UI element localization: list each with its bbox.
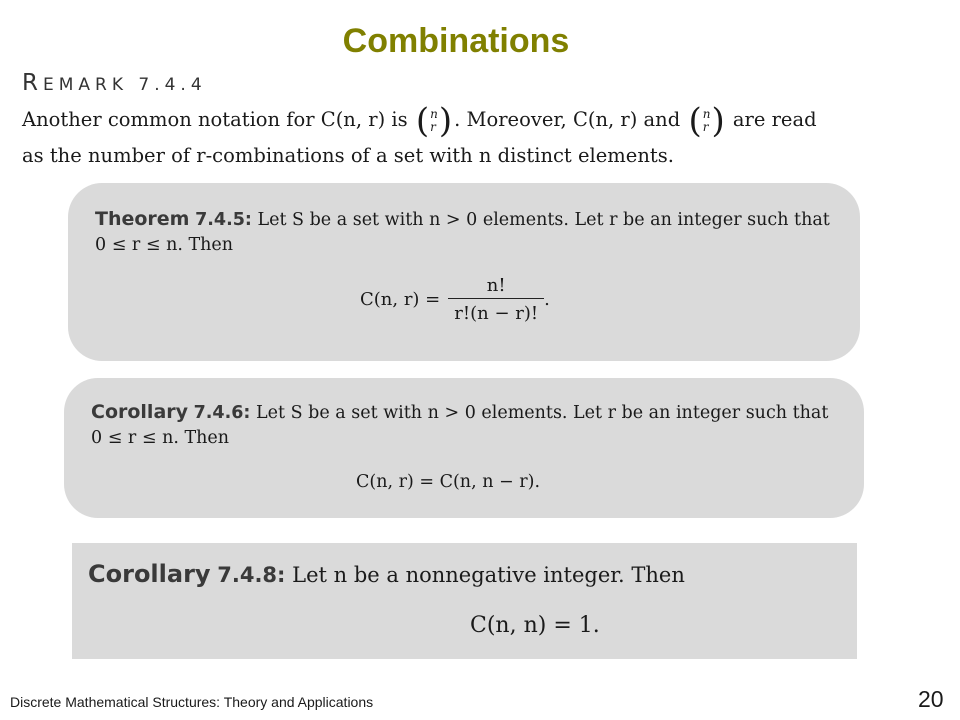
slide-title: Combinations: [342, 22, 570, 60]
binom-right-paren: ): [438, 100, 453, 141]
binom-left-paren: (: [415, 100, 430, 141]
remark-heading: [22, 70, 207, 96]
slide-footer: Discrete Mathematical Structures: Theory and Applications: [10, 694, 374, 710]
fraction-numerator: n!: [486, 275, 506, 296]
theorem-text: Let S be a set with n > 0 elements. Let r be an integer such that 0 ≤ r ≤ n. Then: [95, 210, 830, 255]
corollary-748-panel: [72, 543, 857, 659]
theorem-statement: [95, 207, 840, 258]
binomial-notation: [415, 100, 453, 141]
remark-heading-rest: EMARK 7.4.4: [42, 75, 207, 95]
corollary-746-equation: C(n, r) = C(n, n − r).: [356, 472, 541, 492]
remark-line1-a: Another common notation for C(n, r) is: [22, 108, 408, 131]
binomial-notation-2: [688, 100, 725, 141]
corollary-746-label: Corollary: [91, 401, 189, 423]
binom-stack: [702, 108, 712, 134]
binom-left-paren: (: [688, 100, 702, 141]
fraction: [448, 273, 544, 326]
corollary-748-equation: C(n, n) = 1.: [470, 613, 600, 638]
corollary-748-number: 7.4.8:: [217, 563, 286, 587]
remark-line1-c: are read: [732, 108, 817, 131]
corollary-746-text: Let S be a set with n > 0 elements. Let r be an integer such that 0 ≤ r ≤ n. Then: [91, 403, 829, 448]
corollary-746-number: 7.4.6:: [193, 403, 251, 423]
remark-line2: as the number of r-combinations of a set with n distinct elements.: [22, 144, 674, 167]
binom-top: n: [702, 106, 711, 121]
binom-bottom: r: [702, 119, 709, 134]
theorem-label: Theorem: [95, 208, 190, 230]
formula-lhs: C(n, r) =: [360, 289, 441, 310]
theorem-number: 7.4.5:: [195, 210, 252, 230]
corollary-748-statement: [88, 559, 837, 590]
remark-line1-b: . Moreover, C(n, r) and: [454, 108, 681, 131]
theorem-formula: [360, 273, 550, 326]
corollary-746-statement: [91, 400, 844, 451]
binom-right-paren: ): [711, 100, 725, 141]
binom-bottom: r: [430, 119, 436, 134]
binom-top: n: [430, 106, 438, 121]
corollary-746-panel: [64, 378, 864, 518]
corollary-748-text: Let n be a nonnegative integer. Then: [292, 563, 685, 587]
corollary-748-label: Corollary: [88, 560, 211, 588]
remark-heading-initial: R: [22, 70, 43, 96]
theorem-panel: [68, 183, 860, 361]
formula-period: .: [544, 289, 550, 310]
fraction-denominator: r!(n − r)!: [448, 298, 544, 326]
remark-text: [22, 102, 932, 174]
page-number: 20: [918, 686, 944, 712]
binom-stack: [429, 108, 439, 134]
